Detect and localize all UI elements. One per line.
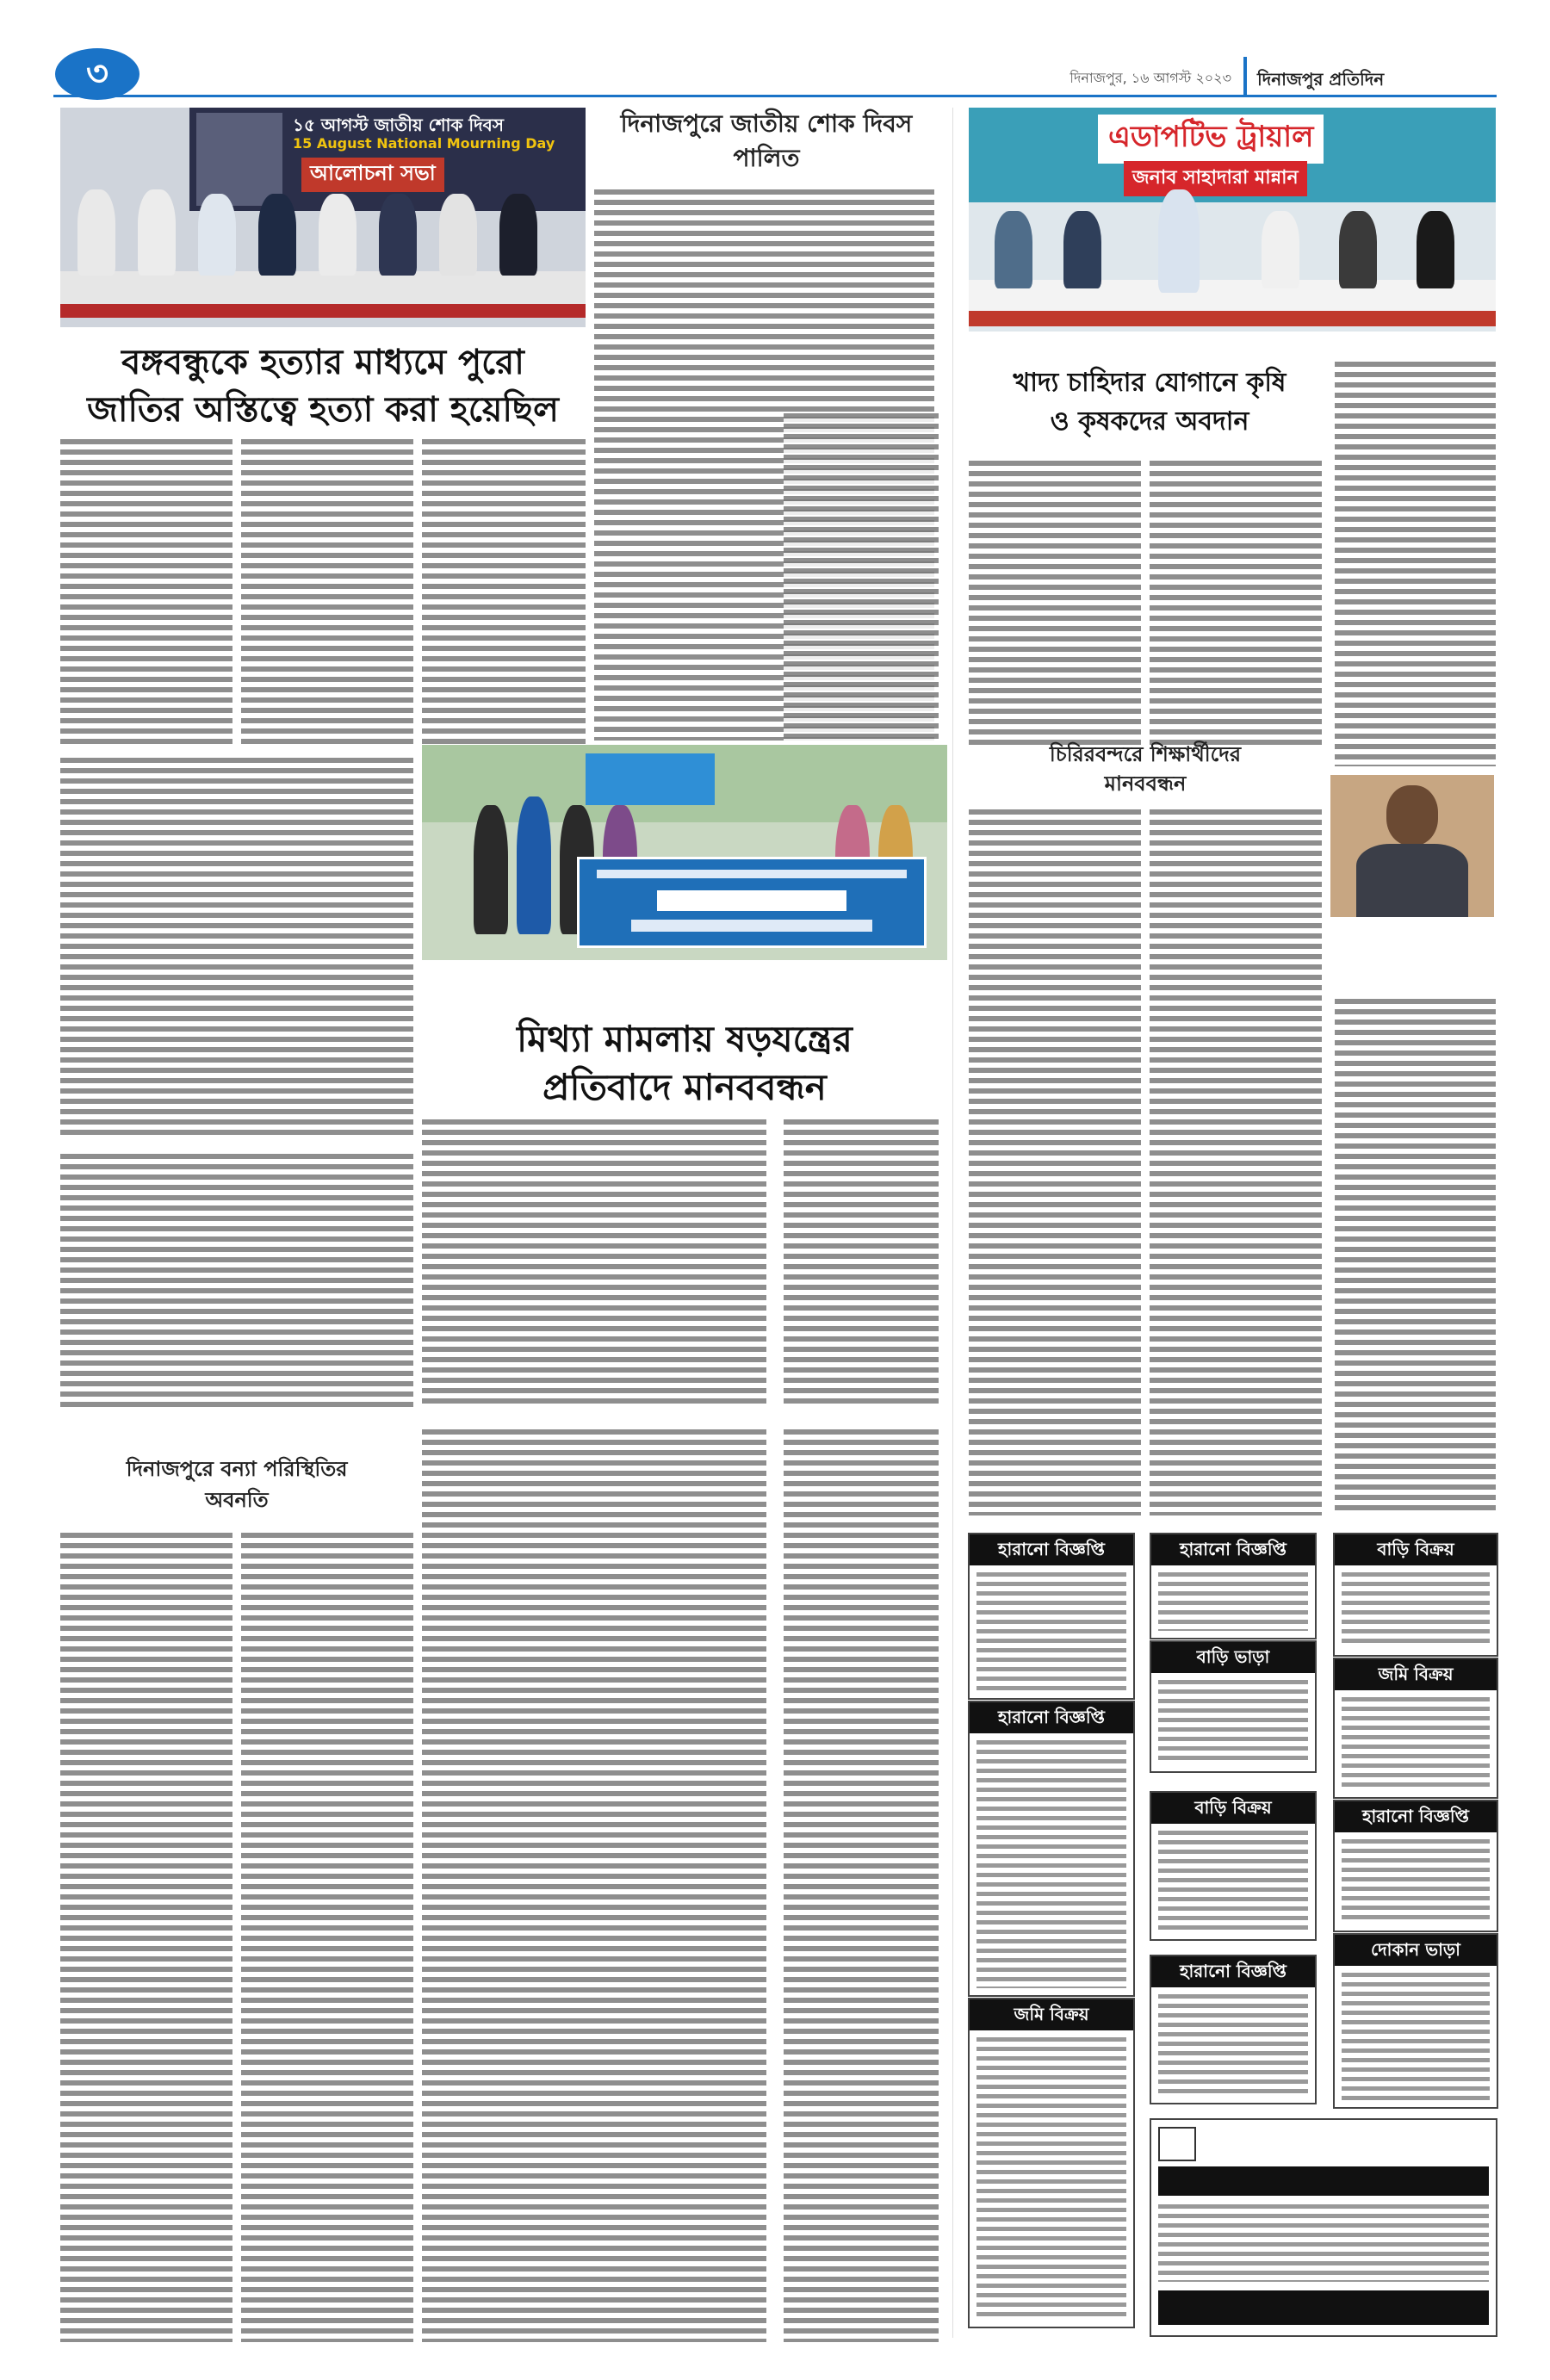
ad-box: [1333, 1800, 1498, 1932]
ad-box: [1150, 1791, 1317, 1941]
mid-headline-line1: মিথ্যা মামলায় ষড়যন্ত্রের: [517, 1018, 852, 1060]
article-text: [1150, 809, 1322, 1515]
right-mid-headline-line2: মানববন্ধন: [1104, 771, 1187, 796]
person: [1417, 211, 1454, 288]
person: [138, 189, 176, 276]
page-number: [55, 48, 140, 100]
person: [474, 805, 508, 934]
ad-box: [968, 1533, 1135, 1700]
ad-box: [1150, 1533, 1317, 1639]
article-text: [784, 1119, 939, 1404]
person: [499, 194, 537, 276]
shirt: [1356, 844, 1468, 917]
trial-banner-guest: জনাব সাহাদারা মান্নান: [1124, 161, 1307, 196]
person: [517, 796, 551, 934]
person: [258, 194, 296, 276]
person: [1158, 189, 1200, 293]
ad-heading: জমি বিক্রয়: [1335, 1659, 1497, 1690]
ad-logo: [1158, 2127, 1196, 2161]
left-lower-headline-line2: অবনতি: [205, 1487, 269, 1512]
ad-band: [1158, 2290, 1489, 2325]
banner-portrait: [196, 113, 282, 206]
trial-banner-title: এডাপটিভ ট্রায়াল: [1098, 115, 1324, 164]
ad-box: [1333, 1533, 1498, 1657]
masthead-rule: [53, 95, 1497, 97]
stage-table: [60, 271, 586, 306]
mid-top-headline-line2: পালিত: [733, 144, 800, 172]
banner-line3: আলোচনা সভা: [301, 158, 444, 192]
banner-line2: 15 August National Mourning Day: [293, 135, 555, 152]
article-text: [422, 439, 586, 749]
ad-box: [968, 1998, 1135, 2328]
masthead-date: দিনাজপুর, ১৬ আগস্ট ২০২৩: [1070, 70, 1231, 86]
article-text: [969, 809, 1141, 1515]
person: [439, 194, 477, 276]
person: [1063, 211, 1101, 288]
trial-banner: [969, 108, 1496, 202]
face: [1386, 785, 1438, 846]
sign-board: [586, 753, 715, 805]
right-headline-line2: ও কৃষকদের অবদান: [1050, 406, 1249, 437]
article-text: [241, 439, 413, 749]
mid-top-headline-line1: দিনাজপুরে জাতীয় শোক দিবস: [620, 109, 913, 138]
left-lower-headline-line1: দিনাজপুরে বন্যা পরিস্থিতির: [126, 1456, 348, 1481]
right-headline-line1: খাদ্য চাহিদার যোগানে কৃষি: [1013, 368, 1286, 398]
article-text: [784, 1429, 939, 2342]
article-text: [60, 439, 232, 749]
banner-line1: ১৫ আগস্ট জাতীয় শোক দিবস: [293, 115, 504, 135]
person: [1339, 211, 1377, 288]
portrait-photo: [1330, 775, 1494, 917]
article-text: [784, 413, 939, 741]
column-divider: [952, 108, 953, 2338]
ad-heading: জমি বিক্রয়: [970, 1999, 1133, 2030]
article-text: [1335, 999, 1496, 1515]
display-ad: [1150, 2118, 1497, 2337]
ad-heading: বাড়ি ভাড়া: [1151, 1642, 1315, 1673]
article-text: [60, 1533, 232, 2342]
paper-name: দিনাজপুর প্রতিদিন: [1257, 69, 1385, 90]
masthead-divider: [1243, 57, 1247, 95]
ad-heading: হারানো বিজ্ঞপ্তি: [1151, 1534, 1315, 1565]
page-number-glyph: ৩: [85, 53, 108, 94]
ad-heading: বাড়ি বিক্রয়: [1151, 1793, 1315, 1824]
article-text: [241, 1533, 413, 2342]
flower-row: [60, 304, 586, 318]
person: [1262, 211, 1299, 288]
left-headline-line1: বঙ্গবন্ধুকে হত্যার মাধ্যমে পুরো: [121, 342, 524, 382]
ad-box: [1333, 1658, 1498, 1799]
ad-band: [1158, 2166, 1489, 2196]
ad-box: [1150, 1955, 1317, 2104]
mid-headline-line2: প্রতিবাদে মানববন্ধন: [542, 1066, 827, 1108]
article-text: [422, 1119, 766, 1404]
article-text: [1335, 362, 1496, 766]
person: [78, 189, 115, 276]
ad-heading: দোকান ভাড়া: [1335, 1935, 1497, 1966]
person: [319, 194, 356, 276]
ad-box: [1333, 1933, 1498, 2109]
person: [379, 194, 417, 276]
person: [198, 194, 236, 276]
protest-banner: [577, 857, 927, 948]
flower-row: [969, 311, 1496, 326]
ad-box: [968, 1701, 1135, 1997]
ad-box: [1150, 1640, 1317, 1773]
ad-text: [1158, 2204, 1489, 2282]
article-text: [969, 461, 1141, 745]
right-mid-headline-line1: চিরিরবন্দরে শিক্ষার্থীদের: [1049, 741, 1242, 766]
article-text: [422, 1429, 766, 2342]
ad-heading: বাড়ি বিক্রয়: [1335, 1534, 1497, 1565]
mourning-day-photo: [60, 108, 586, 327]
human-chain-photo: [422, 745, 947, 960]
ad-heading: হারানো বিজ্ঞপ্তি: [970, 1534, 1133, 1565]
left-headline-line2: জাতির অস্তিত্বে হত্যা করা হয়েছিল: [87, 389, 559, 430]
article-text: [60, 1154, 413, 1412]
person: [995, 211, 1032, 288]
ad-heading: হারানো বিজ্ঞপ্তি: [1151, 1956, 1315, 1987]
ad-heading: হারানো বিজ্ঞপ্তি: [970, 1702, 1133, 1733]
article-text: [60, 758, 413, 1137]
ad-heading: হারানো বিজ্ঞপ্তি: [1335, 1801, 1497, 1832]
article-text: [1150, 461, 1322, 745]
adaptive-trial-photo: [969, 108, 1496, 332]
